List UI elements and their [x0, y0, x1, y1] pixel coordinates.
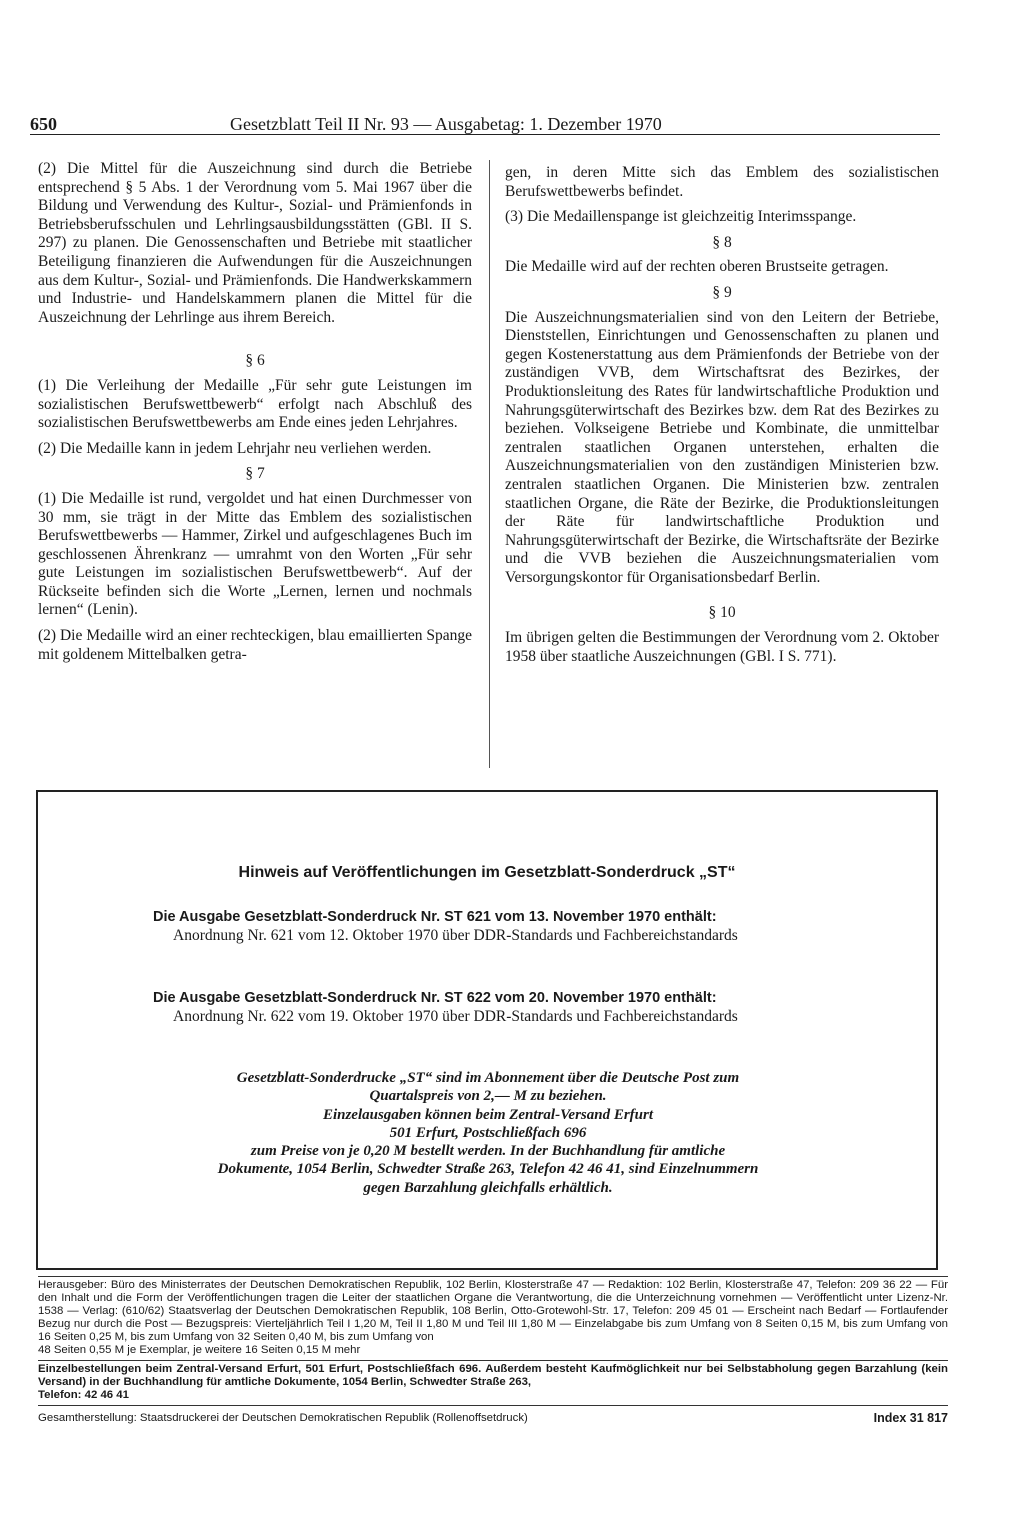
left-column	[38, 160, 472, 671]
section-heading-9: § 9	[712, 283, 732, 301]
paragraph: (1) Die Medaille ist rund, vergoldet und hat einen Durchmesser von 30 mm, sie trägt in der Mitte das Emblem des sozialistischen Berufswettbewerbs — Hammer, Zirkel und aufgeschlagenes Buch im geschlossenen Ährenkranz — umrahmt von den Worten „Für sehr gute Leistungen im sozialistischen Berufswettbewerb“. Auf der Rückseite befinden sich die Worte „Lernen, lernen und nochmals lernen“ (Lenin).	[38, 489, 472, 619]
publisher-text-end: 48 Seiten 0,55 M je Exemplar, je weitere 16 Seiten 0,15 M mehr	[38, 1344, 361, 1356]
notice-item-body: Anordnung Nr. 622 vom 19. Oktober 1970 über DDR-Standards und Fachbereichstandards	[173, 1007, 738, 1025]
gazette-title: Gesetzblatt Teil II Nr. 93 — Ausgabetag: 1. Dezember 1970	[230, 114, 662, 134]
section-heading-6: § 6	[245, 352, 265, 370]
paragraph: (2) Die Mittel für die Auszeichnung sind durch die Betriebe entsprechend § 5 Abs. 1 der Verordnung vom 5. Mai 1967 über die Bildung und Verwendung des Kultur-, Sozial- und Prämienfonds in Betriebsberufsschulen und Lehrlingsausbildungsstätten (GBl. II S. 297) zu planen. Die Genossenschaften und Betriebe mit staatlicher Beteiligung finanzieren die Aufwendungen für die Auszeichnungen aus dem Kultur-, Sozial- und Prämienfonds. Die Handwerkskammern und Industrie- und Handelskammern planen die Mittel für die Auszeichnung der Lehrlinge aus ihrem Bereich.	[38, 160, 472, 326]
notice-item-body: Anordnung Nr. 621 vom 12. Oktober 1970 über DDR-Standards und Fachbereichstandards	[173, 926, 738, 944]
notice-item-heading: Die Ausgabe Gesetzblatt-Sonderdruck Nr. ST 621 vom 13. November 1970 enthält:	[153, 909, 717, 925]
paragraph: Die Medaille wird auf der rechten oberen Brustseite getragen.	[505, 258, 889, 276]
imprint-orders	[38, 1360, 948, 1402]
subscription-line: Einzelausgaben können beim Zentral-Versand Erfurt	[322, 1106, 654, 1123]
column-divider	[489, 160, 490, 768]
page-number: 650	[30, 114, 57, 134]
notice-item	[153, 908, 853, 945]
section-heading-8: § 8	[712, 233, 732, 251]
notice-item	[153, 989, 853, 1026]
paragraph: (2) Die Medaille kann in jedem Lehrjahr neu verliehen werden.	[38, 439, 432, 457]
paragraph: Die Auszeichnungsmaterialien sind von den Leitern der Betriebe, Dienststellen, Einrichtungen und Genossenschaften zu planen und gegen Kostenerstattung aus dem Prämienfonds der Betriebe von der zuständigen VVB, dem Wirtschaftsrat des Bezirkes, der Produktionsleitung des Rates für landwirtschaftliche Produktion und Nahrungsgüterwirtschaft des Bezirkes bzw. dem Rat des Bezirkes zu beziehen. Volkseigene Betriebe und Kombinate, die unmittelbar zentralen staatlichen Organen unterstehen, erhalten die Auszeichnungsmaterialien von den zuständigen Ministerien bzw. zentralen staatlichen Organen. Die Ministerien bzw. zentralen staatlichen Organe, die Räte der Bezirke, die Produktionsleitungen der Räte für landwirtschaftliche Produktion und Nahrungsgüterwirtschaft der Bezirke, die Wirtschaftsräte der Bezirke und die VVB beziehen die Auszeichnungsmaterialien vom Versorgungskontor für Organisationsbedarf Berlin.	[505, 308, 939, 586]
production-note: Gesamtherstellung: Staatsdruckerei der Deutschen Demokratischen Republik (Rollenoffsetdruck)	[38, 1412, 528, 1424]
publisher-text: Herausgeber: Büro des Ministerrates der Deutschen Demokratischen Republik, 102 Berlin, Klosterstraße 47 — Redaktion: 102 Berlin, Klosterstraße 47, Telefon: 209 36 22 — Für den Inhalt und die Form der Veröffentlichungen tragen die Leiter der staatlichen Organe die Verantwortung, die die Unterzeichnung vornehmen — Veröffentlicht unter Lizenz-Nr. 1538 — Verlag: (610/62) Staatsverlag der Deutschen Demokratischen Republik, 108 Berlin, Otto-Grotewohl-Str. 17, Telefon: 209 45 01 — Erscheint nach Bedarf — Fortlaufender Bezug nur durch die Post — Bezugspreis: Vierteljährlich Teil I 1,20 M, Teil II 1,80 M und Teil III 1,80 M — Einzelabgabe bis zum Umfang von 8 Seiten 0,15 M, bis zum Umfang von 16 Seiten 0,25 M, bis zum Umfang von 32 Seiten 0,40 M, bis zum Umfang von	[38, 1279, 948, 1343]
subscription-line: gegen Barzahlung gleichfalls erhältlich.	[363, 1179, 613, 1196]
paragraph: (3) Die Medaillenspange ist gleichzeitig Interimsspange.	[505, 208, 857, 226]
subscription-line: Dokumente, 1054 Berlin, Schwedter Straße 263, Telefon 42 46 41, sind Einzelnummern	[217, 1161, 759, 1178]
imprint-footer	[38, 1405, 948, 1426]
notice-title: Hinweis auf Veröffentlichungen im Gesetzblatt-Sonderdruck „ST“	[238, 864, 736, 881]
imprint	[38, 1276, 948, 1426]
subscription-line: Quartalspreis von 2,— M zu beziehen.	[369, 1088, 607, 1105]
paragraph: (1) Die Verleihung der Medaille „Für sehr gute Leistungen im sozialistischen Berufswettbewerb“ erfolgt nach Abschluß des sozialistischen Berufswettbewerbs am Ende eines jeden Lehrjahres.	[38, 376, 472, 432]
imprint-publisher	[38, 1276, 948, 1357]
section-heading-10: § 10	[708, 604, 736, 622]
orders-text: Einzelbestellungen beim Zentral-Versand Erfurt, 501 Erfurt, Postschließfach 696. Außerdem besteht Kaufmöglichkeit nur bei Selbstabholung gegen Barzahlung (kein Versand) in der Buchhandlung für amtliche Dokumente, 1054 Berlin, Schwedter Straße 263,	[38, 1363, 948, 1388]
notice-item-heading: Die Ausgabe Gesetzblatt-Sonderdruck Nr. ST 622 vom 20. November 1970 enthält:	[153, 990, 717, 1006]
subscription-line: Gesetzblatt-Sonderdrucke „ST“ sind im Abonnement über die Deutsche Post zum	[236, 1070, 740, 1086]
subscription-line: 501 Erfurt, Postschließfach 696	[389, 1124, 587, 1141]
orders-text-end: Telefon: 42 46 41	[38, 1389, 129, 1401]
page-header	[30, 112, 940, 135]
notice-box	[36, 790, 938, 1270]
right-column	[505, 164, 939, 673]
subscription-line: zum Preise von je 0,20 M bestellt werden. In der Buchhandlung für amtliche	[250, 1143, 726, 1160]
paragraph: gen, in deren Mitte sich das Emblem des sozialistischen Berufswettbewerbs befindet.	[505, 164, 939, 200]
subscription-info	[138, 1069, 838, 1197]
paragraph: Im übrigen gelten die Bestimmungen der Verordnung vom 2. Oktober 1958 über staatliche Auszeichnungen (GBl. I S. 771).	[505, 629, 939, 665]
index-number: Index 31 817	[873, 1411, 948, 1425]
paragraph: (2) Die Medaille wird an einer rechteckigen, blau emaillierten Spange mit goldenem Mittelbalken getra-	[38, 627, 472, 663]
section-heading-7: § 7	[245, 465, 265, 483]
